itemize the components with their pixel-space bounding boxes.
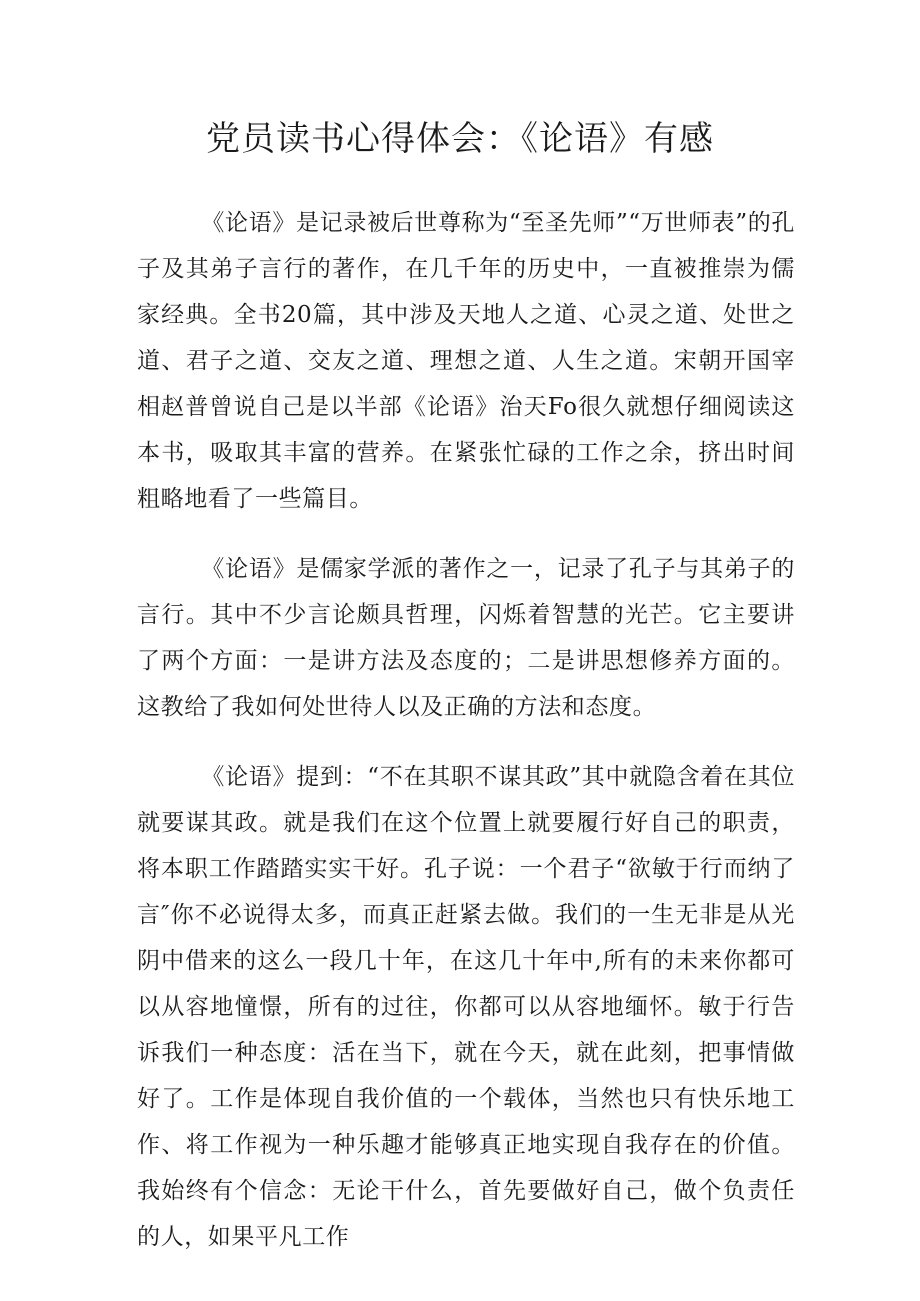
document-body	[137, 200, 795, 1260]
paragraph-1: 《论语》是记录被后世尊称为“至圣先师”“万世师表”的孔子及其弟子言行的著作，在几千年的历史中，一直被推崇为儒家经典。全书20篇，其中涉及天地人之道、心灵之道、处世之道、君子之道、交友之道、理想之道、人生之道。宋朝开国宰相赵普曾说自己是以半部《论语》治天Fo很久就想仔细阅读这本书，吸取其丰富的营养。在紧张忙碌的工作之余，挤出时间粗略地看了一些篇目。	[137, 210, 795, 512]
paragraph-2: 《论语》是儒家学派的著作之一，记录了孔子与其弟子的言行。其中不少言论颇具哲理，闪烁着智慧的光芒。它主要讲了两个方面：一是讲方法及态度的；二是讲思想修养方面的。这教给了我如何处世待人以及正确的方法和态度。	[137, 556, 795, 720]
document-title: 党员读书心得体会：《论语》有感	[206, 119, 714, 159]
paragraph-3: 《论语》提到：“不在其职不谋其政”其中就隐含着在其位就要谋其政。就是我们在这个位置上就要履行好自己的职责，将本职工作踏踏实实干好。孔子说：一个君子“欲敏于行而纳了言″你不必说得太多，而真正赶紧去做。我们的一生无非是从光阴中借来的这么一段几十年，在这几十年中,所有的未来你都可以从容地憧憬，所有的过往，你都可以从容地缅怀。敏于行告诉我们一种态度：活在当下，就在今天，就在此刻，把事情做好了。工作是体现自我价值的一个载体，当然也只有快乐地工作、将工作视为一种乐趣才能够真正地实现自我存在的价值。我始终有个信念：无论干什么，首先要做好自己，做个负责任的人，如果平凡工作	[137, 764, 795, 1250]
